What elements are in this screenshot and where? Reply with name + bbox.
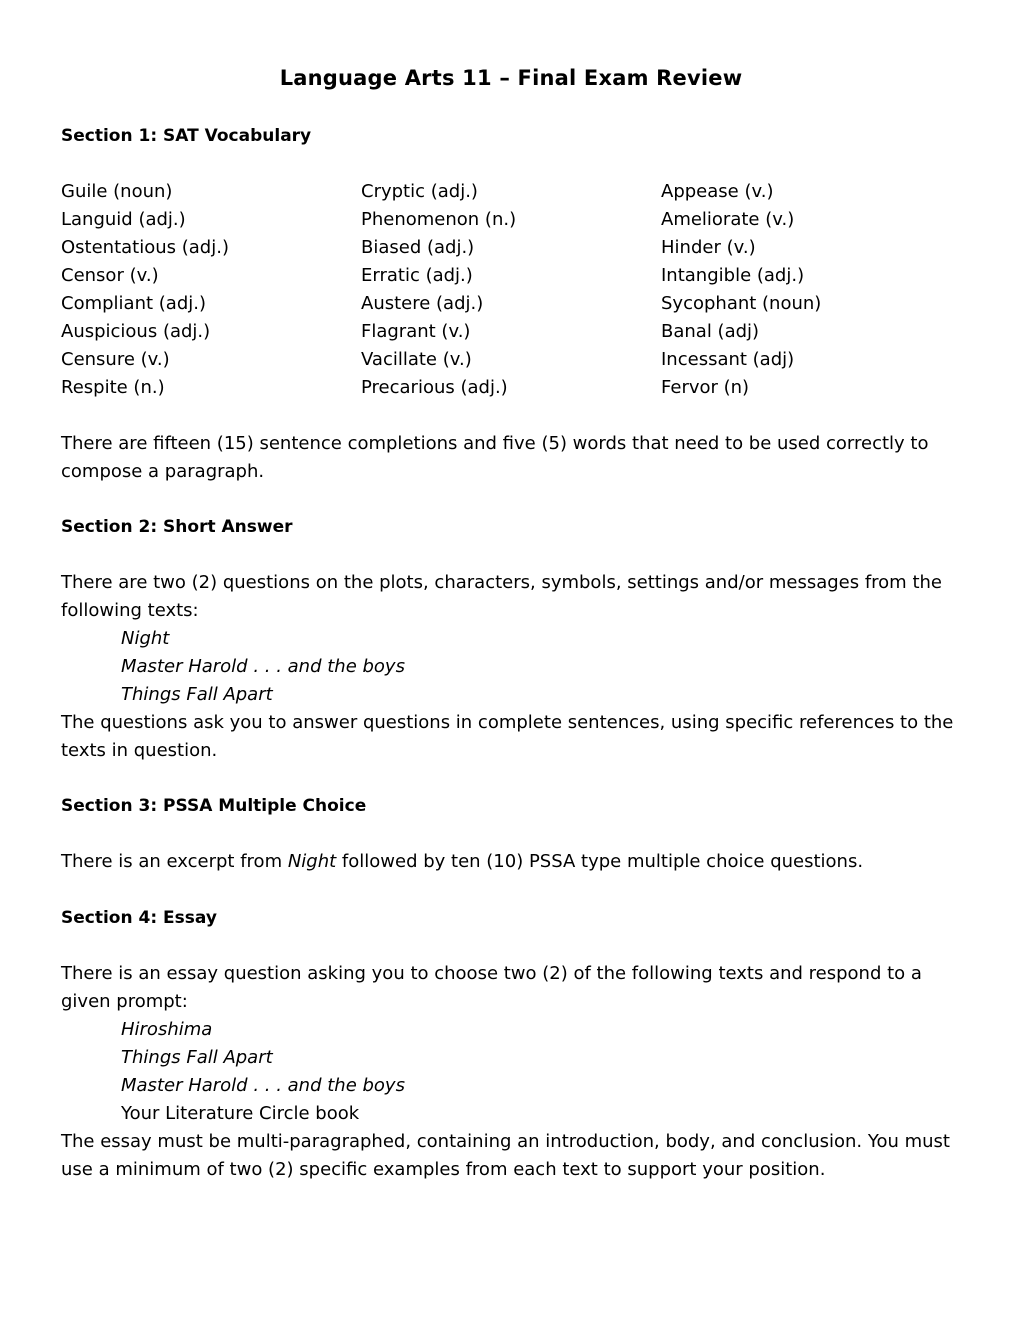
vocab-word: Fervor (n)	[661, 377, 750, 398]
section4-text-list	[121, 1016, 405, 1128]
vocab-word: Austere (adj.)	[361, 293, 484, 314]
section2-outro: The questions ask you to answer questions in complete sentences, using specific references to the texts in question.	[61, 712, 954, 761]
vocab-word: Vacillate (v.)	[361, 349, 472, 370]
text-title: Things Fall Apart	[121, 684, 273, 705]
text-title: Master Harold . . . and the boys	[121, 656, 405, 677]
vocab-word: Precarious (adj.)	[361, 377, 508, 398]
section1-heading: Section 1: SAT Vocabulary	[61, 126, 312, 146]
section2-heading: Section 2: Short Answer	[61, 517, 293, 537]
text-title: Things Fall Apart	[121, 1047, 273, 1068]
vocab-word: Phenomenon (n.)	[361, 209, 517, 230]
vocab-word: Erratic (adj.)	[361, 265, 473, 286]
vocab-word: Appease (v.)	[661, 181, 774, 202]
vocab-word: Cryptic (adj.)	[361, 181, 478, 202]
text-title: Your Literature Circle book	[121, 1103, 360, 1124]
vocab-word: Hinder (v.)	[661, 237, 756, 258]
vocab-word: Censor (v.)	[61, 265, 159, 286]
vocab-column-1	[61, 178, 229, 402]
section4-outro: The essay must be multi-paragraphed, containing an introduction, body, and conclusion. You must use a minimum of two (2) specific examples from each text to support your position.	[61, 1131, 950, 1180]
vocab-word: Ameliorate (v.)	[661, 209, 795, 230]
vocab-word: Censure (v.)	[61, 349, 170, 370]
vocab-word: Biased (adj.)	[361, 237, 475, 258]
section3-text-after: followed by ten (10) PSSA type multiple choice questions.	[336, 851, 864, 872]
vocab-word: Auspicious (adj.)	[61, 321, 211, 342]
vocab-word: Flagrant (v.)	[361, 321, 471, 342]
vocab-word: Ostentatious (adj.)	[61, 237, 229, 258]
text-title: Night	[121, 628, 170, 649]
section1-description: There are fifteen (15) sentence completions and five (5) words that need to be used correctly to compose a paragraph.	[61, 433, 929, 482]
vocab-word: Sycophant (noun)	[661, 293, 822, 314]
vocab-column-3	[661, 178, 821, 402]
section3-heading: Section 3: PSSA Multiple Choice	[61, 796, 367, 816]
vocab-column-2	[361, 178, 516, 402]
vocab-word: Banal (adj)	[661, 321, 760, 342]
vocab-word: Compliant (adj.)	[61, 293, 206, 314]
section3-text-before: There is an excerpt from	[61, 851, 288, 872]
page-title: Language Arts 11 – Final Exam Review	[279, 66, 743, 90]
section4-intro: There is an essay question asking you to choose two (2) of the following texts and respond to a given prompt:	[61, 963, 922, 1012]
vocab-word: Guile (noun)	[61, 181, 173, 202]
vocab-word: Languid (adj.)	[61, 209, 186, 230]
section2-intro: There are two (2) questions on the plots, characters, symbols, settings and/or messages from the following texts:	[61, 572, 942, 621]
text-title: Master Harold . . . and the boys	[121, 1075, 405, 1096]
vocab-word: Intangible (adj.)	[661, 265, 805, 286]
section3-text-italic: Night	[287, 851, 337, 872]
vocab-word: Respite (n.)	[61, 377, 165, 398]
vocab-word: Incessant (adj)	[661, 349, 795, 370]
text-title: Hiroshima	[121, 1019, 213, 1040]
section3-description	[61, 848, 956, 876]
section2-text-list	[121, 625, 405, 709]
section4-heading: Section 4: Essay	[61, 908, 217, 928]
